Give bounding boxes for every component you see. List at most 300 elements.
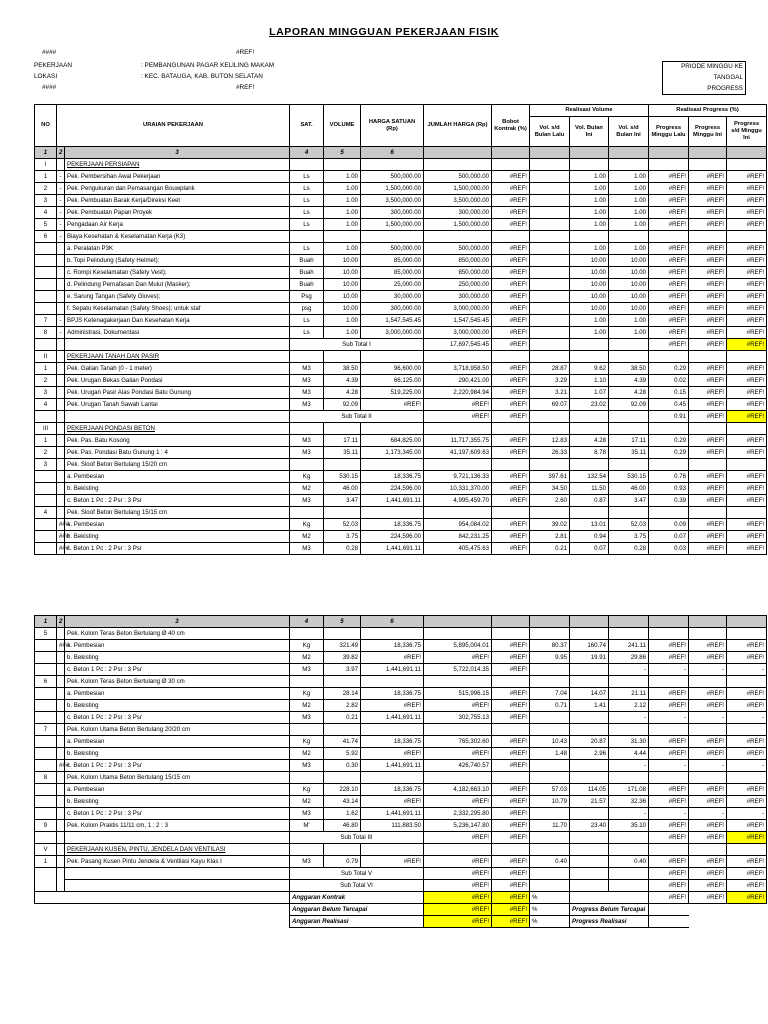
prog-sd-ini-cell: #REF! bbox=[727, 315, 767, 327]
table-row bbox=[35, 772, 767, 784]
table-row bbox=[35, 856, 767, 868]
vol-lalu-cell: 26.33 bbox=[530, 447, 570, 459]
bobot-cell: #REF! bbox=[492, 363, 530, 375]
prog-lalu-cell: 0.76 bbox=[649, 471, 689, 483]
volume-cell: 38.50 bbox=[324, 363, 361, 375]
prog-ini-cell: #REF! bbox=[689, 195, 727, 207]
vol-ini-cell bbox=[570, 664, 609, 676]
col-volume-header: VOLUME bbox=[324, 105, 361, 147]
prog-ini-cell: #REF! bbox=[689, 207, 727, 219]
uraian-cell: a. Pembesian bbox=[65, 688, 290, 700]
no-cell bbox=[35, 339, 57, 351]
volume-cell: 1.62 bbox=[324, 808, 361, 820]
colnum-cell: 1 bbox=[35, 147, 57, 159]
table-row bbox=[35, 483, 767, 495]
dash-cell bbox=[57, 375, 65, 387]
bobot-cell: #REF! bbox=[492, 700, 530, 712]
uraian-cell: Pek. Pengukuran dan Pemasangan Bouwplank bbox=[65, 183, 290, 195]
vol-ini-cell: 1.41 bbox=[570, 700, 609, 712]
sat-cell bbox=[290, 844, 324, 856]
subtotal-jumlah: #REF! bbox=[424, 832, 492, 844]
prog-sd-ini-cell: #REF! bbox=[727, 327, 767, 339]
col-prog-sd-ini-header: Progress s/d Minggu Ini bbox=[727, 117, 767, 147]
colnum-cell bbox=[530, 616, 570, 628]
table-row bbox=[35, 760, 767, 772]
uraian-cell: Pek. Pembuatan Barak Kerja/Direksi Keet bbox=[65, 195, 290, 207]
volume-cell: 3.75 bbox=[324, 531, 361, 543]
harga-cell: 224,596.00 bbox=[361, 531, 424, 543]
uraian-cell bbox=[65, 339, 290, 351]
no-cell: 7 bbox=[35, 315, 57, 327]
dash-cell bbox=[57, 844, 65, 856]
sat-cell: Psg bbox=[290, 291, 324, 303]
vol-ini-cell bbox=[570, 712, 609, 724]
vol-sd-ini-cell: - bbox=[609, 712, 649, 724]
prog-lalu-cell: 0.07 bbox=[649, 531, 689, 543]
harga-cell: 66,125.00 bbox=[361, 375, 424, 387]
no-cell bbox=[35, 495, 57, 507]
no-cell: 6 bbox=[35, 231, 57, 243]
table-row bbox=[35, 207, 767, 219]
vol-lalu-cell bbox=[530, 712, 570, 724]
header-row0-value: #REF! bbox=[236, 49, 255, 56]
prog-ini-cell: #REF! bbox=[689, 339, 727, 351]
vol-ini-cell: 14.07 bbox=[570, 688, 609, 700]
table-row bbox=[35, 435, 767, 447]
vol-lalu-cell: 3.21 bbox=[530, 387, 570, 399]
sat-cell bbox=[290, 231, 324, 243]
dash-cell bbox=[57, 784, 65, 796]
bobot-cell: #REF! bbox=[492, 820, 530, 832]
volume-cell: 46.00 bbox=[324, 483, 361, 495]
jumlah-cell: 3,500,000.00 bbox=[424, 195, 492, 207]
uraian-cell bbox=[65, 880, 290, 892]
no-cell bbox=[35, 664, 57, 676]
sat-cell: psg bbox=[290, 303, 324, 315]
bobot-cell: #REF! bbox=[492, 207, 530, 219]
realisasi-progress-header: Realisasi Progress (%) bbox=[649, 105, 767, 117]
dash-cell bbox=[57, 808, 65, 820]
vol-ini-cell bbox=[570, 760, 609, 772]
summary-prog-ini: #REF! bbox=[689, 892, 727, 904]
harga-cell: #REF! bbox=[361, 856, 424, 868]
no-cell: 3 bbox=[35, 459, 57, 471]
bobot-cell: #REF! bbox=[492, 712, 530, 724]
prog-sd-ini-cell: #REF! bbox=[727, 375, 767, 387]
dash-cell: ### bbox=[57, 519, 65, 531]
prog-lalu-cell: #REF! bbox=[649, 748, 689, 760]
uraian-cell: c. Beton 1 Pc : 2 Psr : 3 Psr bbox=[65, 664, 290, 676]
harga-cell: #REF! bbox=[361, 399, 424, 411]
bobot-cell: #REF! bbox=[492, 219, 530, 231]
prog-ini-cell: #REF! bbox=[689, 471, 727, 483]
volume-cell: 1.00 bbox=[324, 243, 361, 255]
subtotal-bobot: #REF! bbox=[492, 880, 530, 892]
bobot-cell: #REF! bbox=[492, 483, 530, 495]
no-cell: 4 bbox=[35, 507, 57, 519]
prog-lalu-cell: 0.39 bbox=[649, 495, 689, 507]
sat-cell: M2 bbox=[290, 796, 324, 808]
harga-cell: 18,336.75 bbox=[361, 784, 424, 796]
vol-ini-cell: 19.91 bbox=[570, 652, 609, 664]
header-row3-value: #REF! bbox=[236, 84, 255, 91]
vol-ini-cell: 11.50 bbox=[570, 483, 609, 495]
period-progress-label: PROGRESS bbox=[707, 85, 743, 92]
prog-ini-cell: #REF! bbox=[689, 171, 727, 183]
vol-ini-cell bbox=[570, 844, 609, 856]
colnum-cell: 4 bbox=[290, 616, 324, 628]
vol-cell bbox=[609, 339, 649, 351]
summary-right-label bbox=[570, 892, 649, 904]
prog-ini-cell: #REF! bbox=[689, 303, 727, 315]
prog-ini-cell: #REF! bbox=[689, 411, 727, 423]
prog-ini-cell: - bbox=[689, 808, 727, 820]
no-cell bbox=[35, 736, 57, 748]
prog-sd-ini-cell: #REF! bbox=[727, 411, 767, 423]
section-row bbox=[35, 844, 767, 856]
sat-cell: M3 bbox=[290, 664, 324, 676]
sat-cell bbox=[290, 772, 324, 784]
prog-sd-ini-cell: #REF! bbox=[727, 471, 767, 483]
dash-cell bbox=[57, 159, 65, 171]
vol-cell bbox=[570, 832, 609, 844]
vol-cell bbox=[570, 868, 609, 880]
prog-sd-ini-cell bbox=[727, 507, 767, 519]
jumlah-cell: 3,000,000.00 bbox=[424, 327, 492, 339]
vol-sd-ini-cell: 4.39 bbox=[609, 375, 649, 387]
subtotal-row bbox=[35, 339, 767, 351]
uraian-cell: PEKERJAAN PERSIAPAN bbox=[65, 159, 290, 171]
jumlah-cell: 290,421.00 bbox=[424, 375, 492, 387]
uraian-cell: c. Beton 1 Pc : 2 Psr : 3 Psr bbox=[65, 495, 290, 507]
vol-lalu-cell bbox=[530, 844, 570, 856]
prog-ini-cell bbox=[689, 724, 727, 736]
vol-lalu-cell bbox=[530, 327, 570, 339]
jumlah-cell bbox=[424, 423, 492, 435]
table-row bbox=[35, 700, 767, 712]
vol-sd-ini-cell: 1.00 bbox=[609, 207, 649, 219]
colnum-cell bbox=[570, 147, 609, 159]
volume-cell bbox=[324, 844, 361, 856]
jumlah-cell: 500,000.00 bbox=[424, 243, 492, 255]
sat-cell: Ls bbox=[290, 171, 324, 183]
vol-lalu-cell bbox=[530, 195, 570, 207]
volume-cell bbox=[324, 459, 361, 471]
report-title: LAPORAN MINGGUAN PEKERJAAN FISIK bbox=[269, 26, 499, 38]
colnum-cell bbox=[424, 616, 492, 628]
no-cell bbox=[35, 411, 57, 423]
vol-lalu-cell bbox=[530, 628, 570, 640]
table-row bbox=[35, 471, 767, 483]
bobot-cell: #REF! bbox=[492, 171, 530, 183]
sat-cell: Ls bbox=[290, 315, 324, 327]
bobot-cell: #REF! bbox=[492, 808, 530, 820]
sat-cell: Kg bbox=[290, 784, 324, 796]
prog-lalu-cell: 0.93 bbox=[649, 483, 689, 495]
sat-cell: M3 bbox=[290, 712, 324, 724]
vol-ini-cell: 23.02 bbox=[570, 399, 609, 411]
vol-sd-ini-cell: 31.30 bbox=[609, 736, 649, 748]
dash-cell bbox=[57, 772, 65, 784]
vol-cell bbox=[609, 868, 649, 880]
volume-cell: 3.47 bbox=[324, 495, 361, 507]
prog-sd-ini-cell: #REF! bbox=[727, 640, 767, 652]
pekerjaan-value: : PEMBANGUNAN PAGAR KELILING MAKAM bbox=[141, 62, 275, 69]
vol-ini-cell: 8.78 bbox=[570, 447, 609, 459]
prog-lalu-cell: #REF! bbox=[649, 688, 689, 700]
no-cell: 1 bbox=[35, 171, 57, 183]
vol-lalu-cell: 1.48 bbox=[530, 748, 570, 760]
vol-lalu-cell bbox=[530, 351, 570, 363]
prog-lalu-cell: #REF! bbox=[649, 303, 689, 315]
vol-sd-ini-cell: 241.11 bbox=[609, 640, 649, 652]
harga-cell: 3,000,000.00 bbox=[361, 327, 424, 339]
dash-cell bbox=[57, 796, 65, 808]
uraian-cell: BPJS Ketenagakerjaan Dan Kesehatan Kerja bbox=[65, 315, 290, 327]
harga-cell: 3,500,000.00 bbox=[361, 195, 424, 207]
sat-cell: Kg bbox=[290, 688, 324, 700]
prog-sd-ini-cell bbox=[727, 628, 767, 640]
prog-ini-cell: #REF! bbox=[689, 267, 727, 279]
summary-label: Anggaran Realisasi bbox=[290, 916, 424, 928]
table-row bbox=[35, 219, 767, 231]
vol-sd-ini-cell: 1.00 bbox=[609, 243, 649, 255]
dash-cell bbox=[57, 255, 65, 267]
vol-lalu-cell bbox=[530, 808, 570, 820]
vol-cell bbox=[570, 339, 609, 351]
prog-lalu-cell bbox=[649, 351, 689, 363]
volume-cell: 28.14 bbox=[324, 688, 361, 700]
no-cell: 7 bbox=[35, 724, 57, 736]
bobot-cell: #REF! bbox=[492, 291, 530, 303]
prog-ini-cell: #REF! bbox=[689, 219, 727, 231]
prog-lalu-cell: #REF! bbox=[649, 856, 689, 868]
harga-cell: 18,336.75 bbox=[361, 519, 424, 531]
vol-lalu-cell: 11.70 bbox=[530, 820, 570, 832]
dash-cell bbox=[57, 387, 65, 399]
summary-prog-lalu: #REF! bbox=[649, 892, 689, 904]
uraian-cell: c. Beton 1 Pc : 2 Psr : 3 Psr bbox=[65, 543, 290, 555]
volume-cell: 39.82 bbox=[324, 652, 361, 664]
jumlah-cell: 500,000.00 bbox=[424, 171, 492, 183]
volume-cell: 1.00 bbox=[324, 315, 361, 327]
vol-sd-ini-cell: 10.00 bbox=[609, 279, 649, 291]
vol-ini-cell bbox=[570, 351, 609, 363]
vol-sd-ini-cell: 3.75 bbox=[609, 531, 649, 543]
prog-ini-cell bbox=[689, 231, 727, 243]
dash-cell: - bbox=[57, 183, 65, 195]
no-cell: 3 bbox=[35, 195, 57, 207]
uraian-cell: d. Pelindung Pernafasan Dan Mulut (Masker); bbox=[65, 279, 290, 291]
vol-lalu-cell: 3.29 bbox=[530, 375, 570, 387]
col-vol-sd-ini-header: Vol. s/d Bulan Ini bbox=[609, 117, 649, 147]
vol-ini-cell: 114.05 bbox=[570, 784, 609, 796]
jumlah-cell bbox=[424, 351, 492, 363]
vol-ini-cell: 1.00 bbox=[570, 207, 609, 219]
uraian-cell: Biaya Kesehatan & Keselamatan Kerja (K3) bbox=[65, 231, 290, 243]
subtotal-label: Sub Total VI bbox=[290, 880, 424, 892]
prog-lalu-cell bbox=[649, 724, 689, 736]
harga-cell: 1,441,691.11 bbox=[361, 712, 424, 724]
sat-cell bbox=[290, 459, 324, 471]
prog-lalu-cell: #REF! bbox=[649, 796, 689, 808]
col-uraian-header: URAIAN PEKERJAAN bbox=[57, 105, 290, 147]
prog-ini-cell: #REF! bbox=[689, 784, 727, 796]
dash-cell bbox=[57, 267, 65, 279]
no-cell: III bbox=[35, 423, 57, 435]
vol-lalu-cell: 0.71 bbox=[530, 700, 570, 712]
no-cell bbox=[35, 543, 57, 555]
prog-lalu-cell: #REF! bbox=[649, 243, 689, 255]
table-row bbox=[35, 712, 767, 724]
harga-cell: 25,000.00 bbox=[361, 279, 424, 291]
prog-sd-ini-cell: #REF! bbox=[727, 531, 767, 543]
table-row bbox=[35, 447, 767, 459]
harga-cell: 1,547,545.45 bbox=[361, 315, 424, 327]
table-row bbox=[35, 315, 767, 327]
column-number-row bbox=[35, 147, 767, 159]
vol-sd-ini-cell: 171.08 bbox=[609, 784, 649, 796]
prog-ini-cell: #REF! bbox=[689, 640, 727, 652]
vol-lalu-cell bbox=[530, 219, 570, 231]
volume-cell bbox=[324, 159, 361, 171]
harga-cell: 1,500,000.00 bbox=[361, 183, 424, 195]
sat-cell bbox=[290, 351, 324, 363]
vol-cell bbox=[530, 832, 570, 844]
vol-lalu-cell: 0.40 bbox=[530, 856, 570, 868]
prog-sd-ini-cell: #REF! bbox=[727, 820, 767, 832]
jumlah-cell bbox=[424, 724, 492, 736]
prog-sd-ini-cell: #REF! bbox=[727, 856, 767, 868]
vol-ini-cell: 23.40 bbox=[570, 820, 609, 832]
table-row bbox=[35, 255, 767, 267]
volume-cell: 3.97 bbox=[324, 664, 361, 676]
uraian-cell: PEKERJAAN TANAH DAN PASIR bbox=[65, 351, 290, 363]
vol-lalu-cell bbox=[530, 664, 570, 676]
prog-lalu-cell: #REF! bbox=[649, 868, 689, 880]
colnum-cell: 5 bbox=[324, 616, 361, 628]
harga-cell: 1,500,000.00 bbox=[361, 219, 424, 231]
period-box bbox=[662, 61, 746, 95]
no-cell: 4 bbox=[35, 207, 57, 219]
dash-cell bbox=[57, 748, 65, 760]
jumlah-cell: 3,000,000.00 bbox=[424, 303, 492, 315]
prog-sd-ini-cell: #REF! bbox=[727, 832, 767, 844]
vol-cell bbox=[609, 411, 649, 423]
uraian-cell: Pengadaan Air Kerja bbox=[65, 219, 290, 231]
prog-lalu-cell: - bbox=[649, 808, 689, 820]
sat-cell: M3 bbox=[290, 363, 324, 375]
vol-ini-cell: 0.94 bbox=[570, 531, 609, 543]
vol-ini-cell: 1.00 bbox=[570, 219, 609, 231]
vol-ini-cell bbox=[570, 231, 609, 243]
sat-cell bbox=[290, 676, 324, 688]
prog-sd-ini-cell bbox=[727, 724, 767, 736]
jumlah-cell: #REF! bbox=[424, 399, 492, 411]
prog-lalu-cell bbox=[649, 628, 689, 640]
volume-cell bbox=[324, 423, 361, 435]
uraian-cell: Pek. Sloof Beton Bertulang 15/15 cm bbox=[65, 507, 290, 519]
no-cell: 1 bbox=[35, 856, 57, 868]
subtotal-label: Sub Total I bbox=[290, 339, 424, 351]
prog-ini-cell: #REF! bbox=[689, 435, 727, 447]
vol-sd-ini-cell: 46.00 bbox=[609, 483, 649, 495]
prog-sd-ini-cell: #REF! bbox=[727, 255, 767, 267]
colnum-cell: 3 bbox=[65, 147, 290, 159]
uraian-cell: b. Bekisting bbox=[65, 652, 290, 664]
bobot-cell: #REF! bbox=[492, 531, 530, 543]
bobot-cell: #REF! bbox=[492, 471, 530, 483]
sat-cell: M3 bbox=[290, 435, 324, 447]
vol-ini-cell: 1.00 bbox=[570, 171, 609, 183]
prog-ini-cell bbox=[689, 159, 727, 171]
sat-cell: Ls bbox=[290, 183, 324, 195]
col-vol-ini-header: Vol. Bulan Ini bbox=[570, 117, 609, 147]
prog-sd-ini-cell: #REF! bbox=[727, 291, 767, 303]
dash-cell bbox=[57, 279, 65, 291]
jumlah-cell: 41,197,609.63 bbox=[424, 447, 492, 459]
uraian-cell: Pek. Urugan Tanah Sawah Lantai bbox=[65, 399, 290, 411]
jumlah-cell: 426,740.57 bbox=[424, 760, 492, 772]
uraian-cell: PEKERJAAN KUSEN, PINTU, JENDELA DAN VENTILASI bbox=[65, 844, 290, 856]
prog-ini-cell: #REF! bbox=[689, 375, 727, 387]
prog-lalu-cell bbox=[649, 423, 689, 435]
summary-label: Anggaran Kontrak bbox=[290, 892, 424, 904]
prog-ini-cell: #REF! bbox=[689, 447, 727, 459]
vol-ini-cell: 21.57 bbox=[570, 796, 609, 808]
no-cell bbox=[35, 784, 57, 796]
dash-cell bbox=[57, 291, 65, 303]
colnum-cell bbox=[492, 147, 530, 159]
prog-ini-cell: #REF! bbox=[689, 832, 727, 844]
col-prog-ini-header: Progress Minggu Ini bbox=[689, 117, 727, 147]
harga-cell: 1,441,691.11 bbox=[361, 543, 424, 555]
vol-lalu-cell bbox=[530, 171, 570, 183]
sat-cell: Buah bbox=[290, 255, 324, 267]
volume-cell: 10.00 bbox=[324, 279, 361, 291]
jumlah-cell bbox=[424, 159, 492, 171]
harga-cell bbox=[361, 844, 424, 856]
colnum-cell bbox=[424, 147, 492, 159]
colnum-cell: 6 bbox=[361, 147, 424, 159]
vol-lalu-cell: 7.04 bbox=[530, 688, 570, 700]
sat-cell: M2 bbox=[290, 652, 324, 664]
no-cell: I bbox=[35, 159, 57, 171]
dash-cell bbox=[57, 483, 65, 495]
vol-lalu-cell: 39.02 bbox=[530, 519, 570, 531]
bobot-cell: #REF! bbox=[492, 387, 530, 399]
bobot-cell: #REF! bbox=[492, 796, 530, 808]
vol-sd-ini-cell: 0.40 bbox=[609, 856, 649, 868]
table-row bbox=[35, 724, 767, 736]
vol-ini-cell: 1.07 bbox=[570, 387, 609, 399]
prog-lalu-cell: 0.29 bbox=[649, 435, 689, 447]
jumlah-cell: 11,717,355.75 bbox=[424, 435, 492, 447]
summary-table bbox=[34, 891, 767, 928]
vol-ini-cell bbox=[570, 628, 609, 640]
bobot-cell bbox=[492, 231, 530, 243]
jumlah-cell: 9,721,136.33 bbox=[424, 471, 492, 483]
bobot-cell: #REF! bbox=[492, 183, 530, 195]
bobot-cell: #REF! bbox=[492, 279, 530, 291]
dash-cell: - bbox=[57, 171, 65, 183]
prog-sd-ini-cell: #REF! bbox=[727, 339, 767, 351]
harga-cell: #REF! bbox=[361, 748, 424, 760]
lokasi-value: : KEC. BATAUGA, KAB. BUTON SELATAN bbox=[141, 73, 263, 80]
harga-cell: 300,000.00 bbox=[361, 303, 424, 315]
vol-sd-ini-cell: 10.00 bbox=[609, 267, 649, 279]
colnum-cell: 5 bbox=[324, 147, 361, 159]
